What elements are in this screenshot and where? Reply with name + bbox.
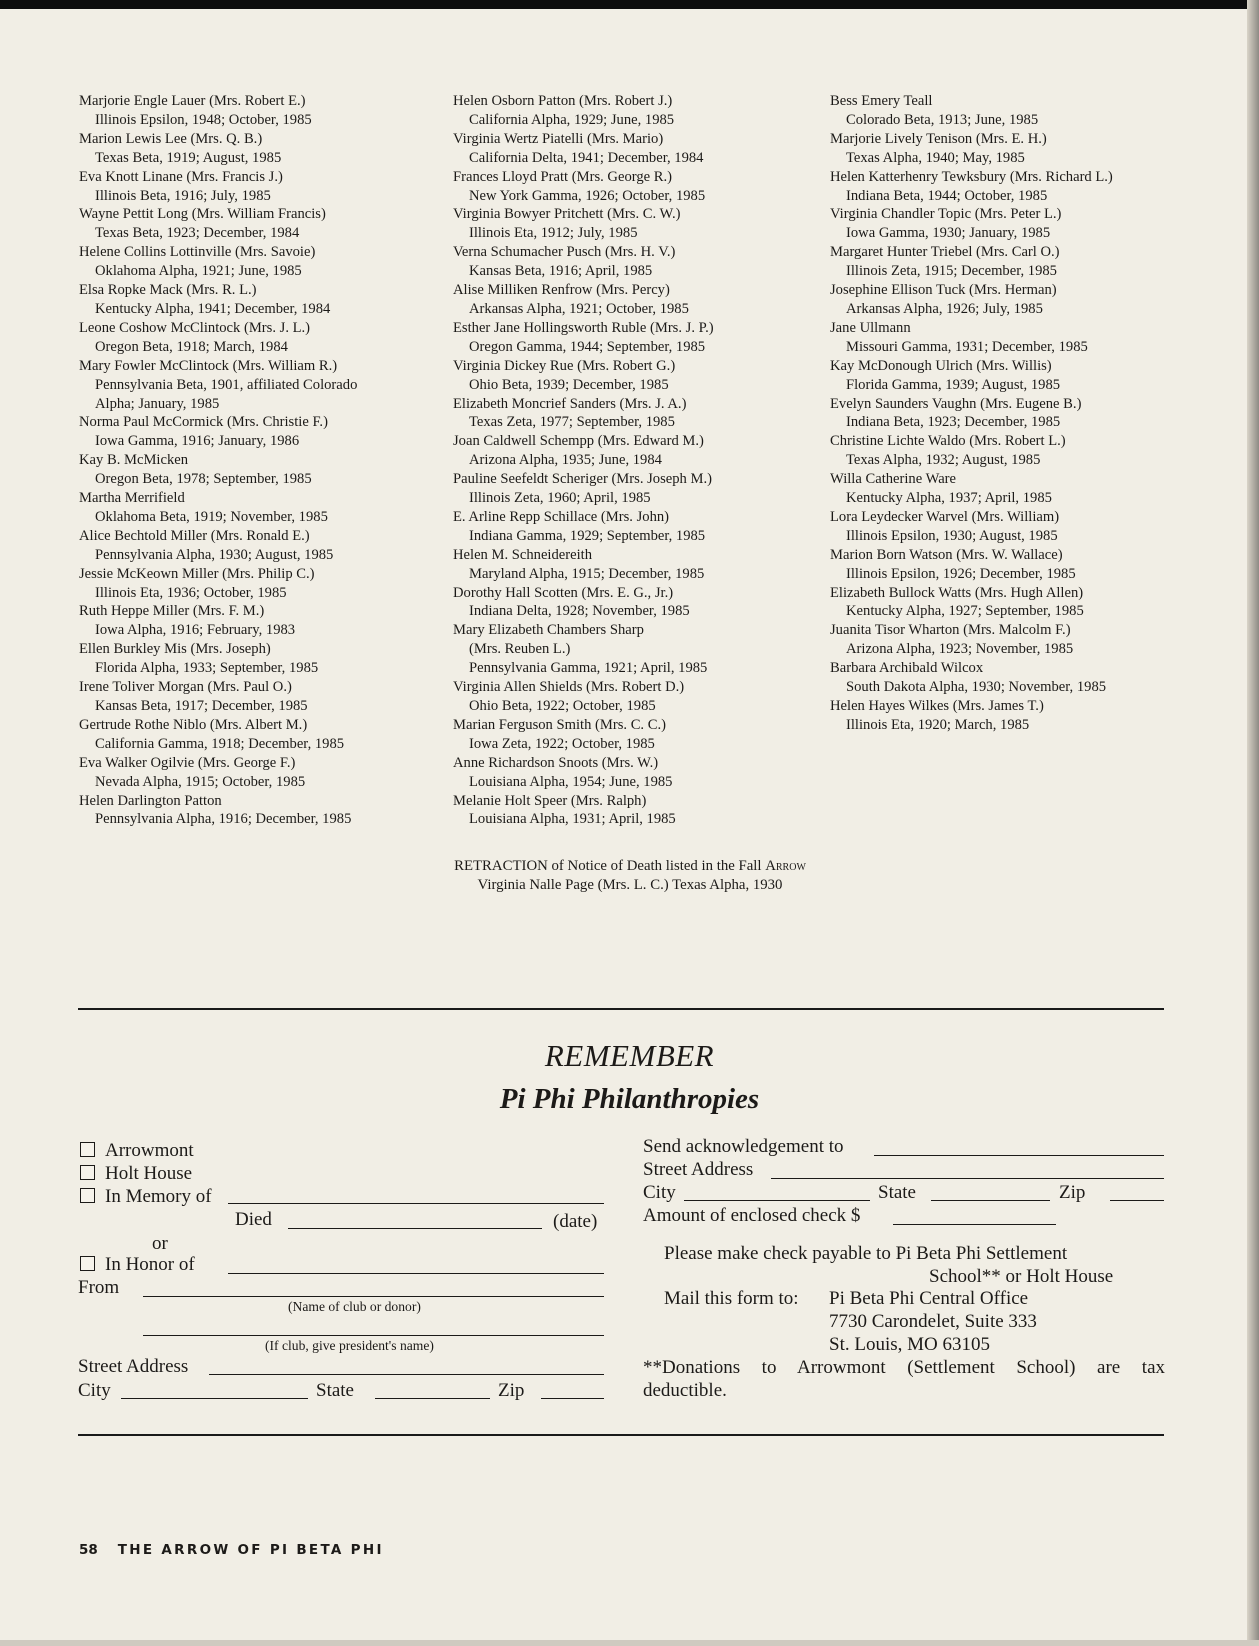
entry-detail: Arkansas Alpha, 1926; July, 1985 — [846, 300, 1043, 317]
entry-name: Elizabeth Bullock Watts (Mrs. Hugh Allen) — [830, 584, 1084, 601]
obituary-entry — [453, 205, 823, 243]
checkbox-holt-house[interactable] — [80, 1165, 95, 1180]
obituary-column-2 — [453, 92, 823, 829]
payable-line-2: School** or Holt House — [929, 1266, 1114, 1287]
ack-state-line[interactable] — [931, 1200, 1050, 1201]
entry-name: Joan Caldwell Schempp (Mrs. Edward M.) — [453, 433, 704, 450]
entry-detail: Texas Alpha, 1932; August, 1985 — [846, 452, 1041, 469]
entry-detail: Oklahoma Beta, 1919; November, 1985 — [95, 508, 328, 525]
obituary-entry — [830, 357, 1210, 395]
obituary-entry — [830, 432, 1210, 470]
entry-name: Frances Lloyd Pratt (Mrs. George R.) — [453, 168, 672, 185]
from-label: From — [78, 1277, 120, 1298]
obituary-entry — [79, 130, 439, 168]
obituary-entry — [830, 508, 1210, 546]
amount-label: Amount of enclosed check $ — [643, 1205, 861, 1226]
retraction-notice — [250, 857, 1010, 895]
entry-name: Kay B. McMicken — [79, 452, 189, 469]
entry-detail: Colorado Beta, 1913; June, 1985 — [846, 111, 1039, 128]
entry-detail: (Mrs. Reuben L.) — [469, 641, 571, 658]
obituary-entry — [830, 168, 1210, 206]
entry-detail: Illinois Eta, 1920; March, 1985 — [846, 716, 1030, 733]
option-arrowmont[interactable]: Arrowmont — [80, 1139, 194, 1163]
option-holt-house[interactable]: Holt House — [80, 1162, 192, 1186]
obituary-entry — [830, 92, 1210, 130]
entry-name: E. Arline Repp Schillace (Mrs. John) — [453, 508, 670, 525]
entry-name: Marian Ferguson Smith (Mrs. C. C.) — [453, 716, 666, 733]
obituary-column-1 — [79, 92, 439, 829]
entry-name: Virginia Dickey Rue (Mrs. Robert G.) — [453, 357, 676, 374]
obituary-entry — [79, 489, 439, 527]
payable-line-1: Please make check payable to Pi Beta Phi Settlement — [664, 1243, 1068, 1264]
entry-detail: Illinois Epsilon, 1930; August, 1985 — [846, 527, 1058, 544]
zip-label: Zip — [498, 1380, 525, 1401]
obituary-entry — [453, 92, 823, 130]
in-honor-name-line[interactable] — [228, 1273, 604, 1274]
page-edge — [1247, 0, 1259, 1646]
entry-detail: California Gamma, 1918; December, 1985 — [95, 735, 345, 752]
obituary-entry — [79, 678, 439, 716]
zip-line[interactable] — [541, 1398, 604, 1399]
entry-detail: Kentucky Alpha, 1927; September, 1985 — [846, 603, 1084, 620]
entry-detail: Texas Zeta, 1977; September, 1985 — [469, 414, 675, 431]
entry-detail: Alpha; January, 1985 — [95, 395, 220, 412]
checkbox-arrowmont[interactable] — [80, 1142, 95, 1157]
retraction-line-1: RETRACTION of Notice of Death listed in the Fall Arrow — [454, 858, 806, 874]
entry-detail: Oklahoma Alpha, 1921; June, 1985 — [95, 263, 302, 280]
obituary-entry — [453, 508, 823, 546]
entry-name: Kay McDonough Ulrich (Mrs. Willis) — [830, 357, 1052, 374]
obituary-entry — [79, 792, 439, 830]
entry-detail: Kansas Beta, 1917; December, 1985 — [95, 698, 308, 714]
entry-detail: Illinois Eta, 1912; July, 1985 — [469, 225, 638, 242]
entry-detail: Pennsylvania Gamma, 1921; April, 1985 — [469, 660, 708, 677]
obituary-entry — [453, 678, 823, 716]
obituary-entry — [830, 659, 1210, 697]
option-in-honor-of[interactable]: In Honor of — [80, 1253, 195, 1277]
president-name-line[interactable] — [143, 1335, 604, 1336]
obituary-entry — [830, 243, 1210, 281]
obituary-entry — [830, 319, 1210, 357]
entry-name: Dorothy Hall Scotten (Mrs. E. G., Jr.) — [453, 584, 674, 601]
entry-detail: Indiana Beta, 1923; December, 1985 — [846, 414, 1061, 431]
obituary-entry — [830, 130, 1210, 168]
entry-name: Mary Fowler McClintock (Mrs. William R.) — [79, 357, 338, 374]
entry-name: Irene Toliver Morgan (Mrs. Paul O.) — [79, 679, 292, 696]
entry-name: Leone Coshow McClintock (Mrs. J. L.) — [79, 319, 311, 336]
heading-title: REMEMBER — [544, 1038, 715, 1073]
entry-name: Alise Milliken Renfrow (Mrs. Percy) — [453, 282, 670, 299]
entry-detail: Ohio Beta, 1922; October, 1985 — [469, 698, 656, 714]
obituary-entry — [453, 546, 823, 584]
obituary-entry — [453, 130, 823, 168]
entry-name: Eva Knott Linane (Mrs. Francis J.) — [79, 168, 283, 185]
name-hint: (Name of club or donor) — [288, 1299, 421, 1314]
entry-name: Helen Darlington Patton — [79, 792, 222, 809]
obituary-entry — [830, 584, 1210, 622]
entry-name: Helene Collins Lottinville (Mrs. Savoie) — [79, 244, 316, 261]
entry-detail: New York Gamma, 1926; October, 1985 — [469, 187, 706, 204]
obituary-column-3 — [830, 92, 1210, 735]
entry-name: Elsa Ropke Mack (Mrs. R. L.) — [79, 282, 257, 299]
entry-detail: Indiana Gamma, 1929; September, 1985 — [469, 527, 706, 544]
entry-detail: Texas Beta, 1919; August, 1985 — [95, 149, 282, 166]
entry-detail: Iowa Gamma, 1930; January, 1985 — [846, 225, 1051, 242]
entry-name: Juanita Tisor Wharton (Mrs. Malcolm F.) — [830, 622, 1071, 639]
send-ack-label: Send acknowledgement to — [643, 1136, 844, 1157]
obituary-entry — [79, 357, 439, 414]
section-divider-top — [78, 1008, 1164, 1010]
tax-note-line-1: **Donations to Arrowmont (Settlement School) are tax — [643, 1357, 1165, 1378]
mail-address-line-1: Pi Beta Phi Central Office — [829, 1288, 1029, 1309]
mail-address-line-2: 7730 Carondelet, Suite 333 — [829, 1311, 1037, 1332]
entry-name: Norma Paul McCormick (Mrs. Christie F.) — [79, 414, 328, 431]
entry-detail: Kansas Beta, 1916; April, 1985 — [469, 263, 653, 280]
or-label: or — [152, 1233, 168, 1254]
entry-name: Marion Lewis Lee (Mrs. Q. B.) — [79, 130, 263, 147]
obituary-entry — [79, 205, 439, 243]
entry-name: Elizabeth Moncrief Sanders (Mrs. J. A.) — [453, 395, 687, 412]
entry-name: Ruth Heppe Miller (Mrs. F. M.) — [79, 603, 265, 620]
obituary-entry — [830, 395, 1210, 433]
entry-detail: Florida Gamma, 1939; August, 1985 — [846, 376, 1061, 393]
publication-name: THE ARROW OF PI BETA PHI — [117, 1542, 384, 1558]
entry-name: Marjorie Lively Tenison (Mrs. E. H.) — [830, 130, 1047, 147]
top-border — [0, 0, 1259, 9]
send-ack-line[interactable] — [874, 1155, 1164, 1156]
entry-detail: Ohio Beta, 1939; December, 1985 — [469, 376, 669, 393]
entry-detail: Louisiana Alpha, 1954; June, 1985 — [469, 773, 673, 790]
checkbox-in-honor[interactable] — [80, 1256, 95, 1271]
entry-name: Alice Bechtold Miller (Mrs. Ronald E.) — [79, 527, 310, 544]
entry-name: Virginia Wertz Piatelli (Mrs. Mario) — [453, 130, 664, 147]
died-label: Died — [235, 1209, 272, 1230]
entry-name: Bess Emery Teall — [830, 93, 933, 109]
entry-detail: Pennsylvania Alpha, 1916; December, 1985 — [95, 811, 352, 828]
option-in-memory-of[interactable]: In Memory of — [80, 1185, 212, 1209]
entry-detail: California Alpha, 1929; June, 1985 — [469, 111, 675, 128]
entry-detail: Iowa Gamma, 1916; January, 1986 — [95, 433, 300, 450]
entry-detail: Illinois Epsilon, 1948; October, 1985 — [95, 111, 312, 128]
entry-name: Helen M. Schneidereith — [453, 546, 593, 563]
entry-name: Christine Lichte Waldo (Mrs. Robert L.) — [830, 433, 1066, 450]
page-bottom-edge — [0, 1640, 1259, 1646]
obituary-entry — [453, 281, 823, 319]
obituary-entry — [453, 357, 823, 395]
obituary-entry — [453, 168, 823, 206]
entry-name: Virginia Chandler Topic (Mrs. Peter L.) — [830, 206, 1062, 223]
obituary-entry — [453, 754, 823, 792]
obituary-entry — [79, 413, 439, 451]
entry-detail: Arizona Alpha, 1923; November, 1985 — [846, 641, 1074, 658]
obituary-entry — [453, 716, 823, 754]
entry-detail: Kentucky Alpha, 1937; April, 1985 — [846, 490, 1052, 507]
obituary-entry — [830, 205, 1210, 243]
entry-detail: Arizona Alpha, 1935; June, 1984 — [469, 452, 662, 469]
mail-address-line-3: St. Louis, MO 63105 — [829, 1334, 990, 1355]
entry-detail: Illinois Eta, 1936; October, 1985 — [95, 584, 287, 601]
entry-detail: California Delta, 1941; December, 1984 — [469, 149, 704, 166]
obituary-entry — [79, 451, 439, 489]
entry-detail: South Dakota Alpha, 1930; November, 1985 — [846, 679, 1107, 696]
entry-name: Ellen Burkley Mis (Mrs. Joseph) — [79, 641, 271, 658]
obituary-entry — [830, 546, 1210, 584]
entry-detail: Indiana Delta, 1928; November, 1985 — [469, 603, 690, 620]
entry-detail: Nevada Alpha, 1915; October, 1985 — [95, 773, 306, 790]
entry-detail: Florida Alpha, 1933; September, 1985 — [95, 660, 319, 677]
entry-detail: Arkansas Alpha, 1921; October, 1985 — [469, 300, 689, 317]
entry-name: Melanie Holt Speer (Mrs. Ralph) — [453, 792, 647, 809]
retraction-line-2: Virginia Nalle Page (Mrs. L. C.) Texas Alpha, 1930 — [477, 877, 783, 893]
entry-name: Margaret Hunter Triebel (Mrs. Carl O.) — [830, 244, 1060, 261]
entry-name: Lora Leydecker Warvel (Mrs. William) — [830, 508, 1060, 525]
checkbox-in-memory[interactable] — [80, 1188, 95, 1203]
obituary-entry — [79, 716, 439, 754]
obituary-entry — [830, 697, 1210, 735]
obituary-entry — [79, 281, 439, 319]
state-label: State — [316, 1380, 354, 1401]
entry-detail: Pennsylvania Beta, 1901, affiliated Colorado — [95, 376, 358, 393]
from-name-line[interactable] — [143, 1296, 604, 1297]
ack-city-label: City — [643, 1182, 676, 1203]
ack-zip-line[interactable] — [1110, 1200, 1164, 1201]
section-divider-bottom — [78, 1434, 1164, 1436]
obituary-entry — [79, 640, 439, 678]
entry-detail: Illinois Epsilon, 1926; December, 1985 — [846, 565, 1076, 582]
entry-detail: Kentucky Alpha, 1941; December, 1984 — [95, 300, 331, 317]
obituary-entry — [453, 792, 823, 830]
entry-name: Willa Catherine Ware — [830, 471, 957, 488]
ack-zip-label: Zip — [1059, 1182, 1086, 1203]
entry-name: Helen Hayes Wilkes (Mrs. James T.) — [830, 698, 1044, 714]
entry-name: Anne Richardson Snoots (Mrs. W.) — [453, 754, 659, 771]
heading-subtitle: Pi Phi Philanthropies — [499, 1083, 760, 1115]
entry-name: Virginia Allen Shields (Mrs. Robert D.) — [453, 679, 685, 696]
obituary-entry — [79, 527, 439, 565]
obituary-entry — [79, 319, 439, 357]
tax-note-line-2: deductible. — [643, 1380, 727, 1401]
entry-name: Verna Schumacher Pusch (Mrs. H. V.) — [453, 244, 676, 261]
entry-name: Eva Walker Ogilvie (Mrs. George F.) — [79, 754, 296, 771]
obituary-entry — [79, 754, 439, 792]
entry-detail: Indiana Beta, 1944; October, 1985 — [846, 187, 1048, 204]
city-label: City — [78, 1380, 111, 1401]
entry-detail: Iowa Zeta, 1922; October, 1985 — [469, 735, 655, 752]
entry-detail: Pennsylvania Alpha, 1930; August, 1985 — [95, 546, 334, 563]
entry-name: Pauline Seefeldt Scheriger (Mrs. Joseph M.) — [453, 471, 712, 488]
magazine-name: Arrow — [765, 858, 806, 874]
page-footer — [79, 1542, 384, 1558]
amount-line[interactable] — [893, 1224, 1056, 1225]
entry-detail: Louisiana Alpha, 1931; April, 1985 — [469, 811, 676, 828]
entry-name: Esther Jane Hollingsworth Ruble (Mrs. J. P.) — [453, 319, 714, 336]
entry-name: Martha Merrifield — [79, 490, 185, 507]
entry-name: Helen Osborn Patton (Mrs. Robert J.) — [453, 93, 673, 109]
mail-to-label: Mail this form to: — [664, 1288, 799, 1309]
entry-detail: Illinois Beta, 1916; July, 1985 — [95, 187, 271, 204]
entry-detail: Texas Beta, 1923; December, 1984 — [95, 225, 300, 242]
entry-name: Marion Born Watson (Mrs. W. Wallace) — [830, 546, 1063, 563]
obituary-entry — [79, 565, 439, 603]
obituary-entry — [830, 281, 1210, 319]
in-memory-name-line[interactable] — [228, 1203, 604, 1204]
obituary-entry — [453, 395, 823, 433]
obituary-entry — [453, 319, 823, 357]
obituary-entry — [79, 602, 439, 640]
entry-name: Barbara Archibald Wilcox — [830, 660, 984, 677]
died-date-line[interactable] — [288, 1228, 542, 1229]
entry-detail: Maryland Alpha, 1915; December, 1985 — [469, 565, 705, 582]
entry-name: Helen Katterhenry Tewksbury (Mrs. Richard L.) — [830, 168, 1113, 185]
street-address-label: Street Address — [78, 1356, 189, 1377]
obituary-entry — [830, 621, 1210, 659]
entry-detail: Oregon Beta, 1978; September, 1985 — [95, 471, 312, 488]
ack-street-address-label: Street Address — [643, 1159, 754, 1180]
obituary-entry — [79, 92, 439, 130]
street-address-line[interactable] — [209, 1374, 604, 1375]
entry-name: Evelyn Saunders Vaughn (Mrs. Eugene B.) — [830, 395, 1082, 412]
entry-detail: Oregon Beta, 1918; March, 1984 — [95, 338, 288, 355]
ack-state-label: State — [878, 1182, 916, 1203]
entry-name: Wayne Pettit Long (Mrs. William Francis) — [79, 206, 326, 223]
obituary-entry — [79, 243, 439, 281]
entry-detail: Missouri Gamma, 1931; December, 1985 — [846, 338, 1088, 355]
obituary-entry — [453, 432, 823, 470]
entry-detail: Illinois Zeta, 1960; April, 1985 — [469, 490, 651, 507]
entry-detail: Oregon Gamma, 1944; September, 1985 — [469, 338, 706, 355]
entry-detail: Illinois Zeta, 1915; December, 1985 — [846, 263, 1057, 280]
entry-name: Jessie McKeown Miller (Mrs. Philip C.) — [79, 565, 315, 582]
page-number: 58 — [79, 1542, 98, 1558]
entry-name: Marjorie Engle Lauer (Mrs. Robert E.) — [79, 93, 306, 109]
ack-street-address-line[interactable] — [771, 1178, 1164, 1179]
entry-name: Mary Elizabeth Chambers Sharp — [453, 622, 644, 639]
entry-detail: Texas Alpha, 1940; May, 1985 — [846, 149, 1025, 166]
obituary-entry — [453, 243, 823, 281]
date-hint: (date) — [553, 1211, 598, 1232]
entry-name: Josephine Ellison Tuck (Mrs. Herman) — [830, 282, 1057, 299]
president-hint: (If club, give president's name) — [265, 1338, 434, 1353]
obituary-entry — [453, 470, 823, 508]
entry-name: Jane Ullmann — [830, 319, 911, 336]
city-line[interactable] — [121, 1398, 308, 1399]
obituary-entry — [453, 584, 823, 622]
entry-detail: Iowa Alpha, 1916; February, 1983 — [95, 622, 296, 639]
state-line[interactable] — [375, 1398, 490, 1399]
obituary-entry — [79, 168, 439, 206]
entry-name: Virginia Bowyer Pritchett (Mrs. C. W.) — [453, 206, 681, 223]
obituary-entry — [453, 621, 823, 678]
obituary-entry — [830, 470, 1210, 508]
entry-name: Gertrude Rothe Niblo (Mrs. Albert M.) — [79, 716, 308, 733]
ack-city-line[interactable] — [684, 1200, 870, 1201]
